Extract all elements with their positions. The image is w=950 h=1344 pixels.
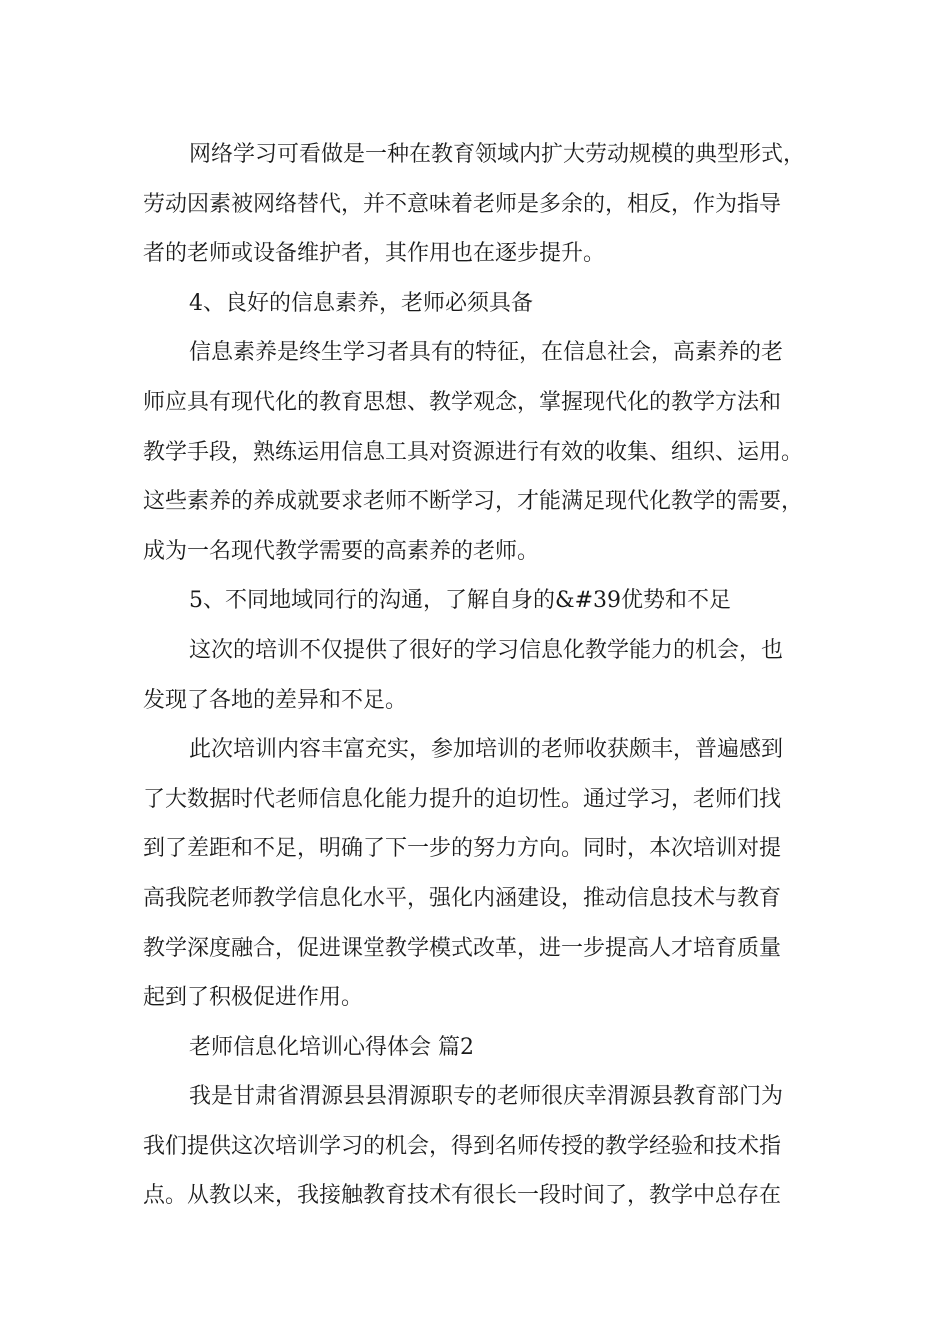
paragraph-line: 者的老师或设备维护者，其作用也在逐步提升。 (143, 241, 606, 267)
paragraph-line: 我是甘肃省渭源县县渭源职专的老师很庆幸渭源县教育部门为 (189, 1084, 784, 1110)
paragraph-line: 这些素养的养成就要求老师不断学习，才能满足现代化教学的需要， (143, 489, 804, 515)
paragraph-line: 点。从教以来，我接触教育技术有很长一段时间了，教学中总存在 (143, 1183, 782, 1209)
paragraph-line: 高我院老师教学信息化水平，强化内涵建设，推动信息技术与教育 (143, 885, 782, 911)
section-heading: 5、不同地域同行的沟通，了解自身的&#39优势和不足 (189, 588, 732, 614)
paragraph-line: 我们提供这次培训学习的机会，得到名师传授的教学经验和技术指 (143, 1133, 782, 1159)
paragraph-line: 这次的培训不仅提供了很好的学习信息化教学能力的机会，也 (189, 637, 784, 663)
paragraph-line: 成为一名现代教学需要的高素养的老师。 (143, 538, 540, 564)
paragraph-line: 网络学习可看做是一种在教育领域内扩大劳动规模的典型形式， (189, 142, 806, 167)
paragraph-line: 教学深度融合，促进课堂教学模式改革，进一步提高人才培育质量 (143, 935, 782, 961)
article-subtitle: 老师信息化培训心得体会 篇2 (189, 1034, 474, 1060)
paragraph-line: 发现了各地的差异和不足。 (143, 687, 408, 713)
paragraph-line: 教学手段，熟练运用信息工具对资源进行有效的收集、组织、运用。 (143, 439, 804, 465)
paragraph-line: 到了差距和不足，明确了下一步的努力方向。同时，本次培训对提 (143, 836, 782, 862)
paragraph-line: 劳动因素被网络替代，并不意味着老师是多余的，相反，作为指导 (143, 191, 782, 217)
paragraph-line: 起到了积极促进作用。 (143, 985, 364, 1011)
paragraph-line: 信息素养是终生学习者具有的特征，在信息社会，高素养的老 (189, 340, 784, 366)
paragraph-line: 此次培训内容丰富充实，参加培训的老师收获颇丰，普遍感到 (189, 737, 784, 763)
section-heading: 4、良好的信息素养，老师必须具备 (189, 290, 533, 316)
paragraph-line: 了大数据时代老师信息化能力提升的迫切性。通过学习，老师们找 (143, 786, 782, 812)
document-body (143, 130, 823, 1221)
paragraph-line: 师应具有现代化的教育思想、教学观念，掌握现代化的教学方法和 (143, 389, 782, 415)
